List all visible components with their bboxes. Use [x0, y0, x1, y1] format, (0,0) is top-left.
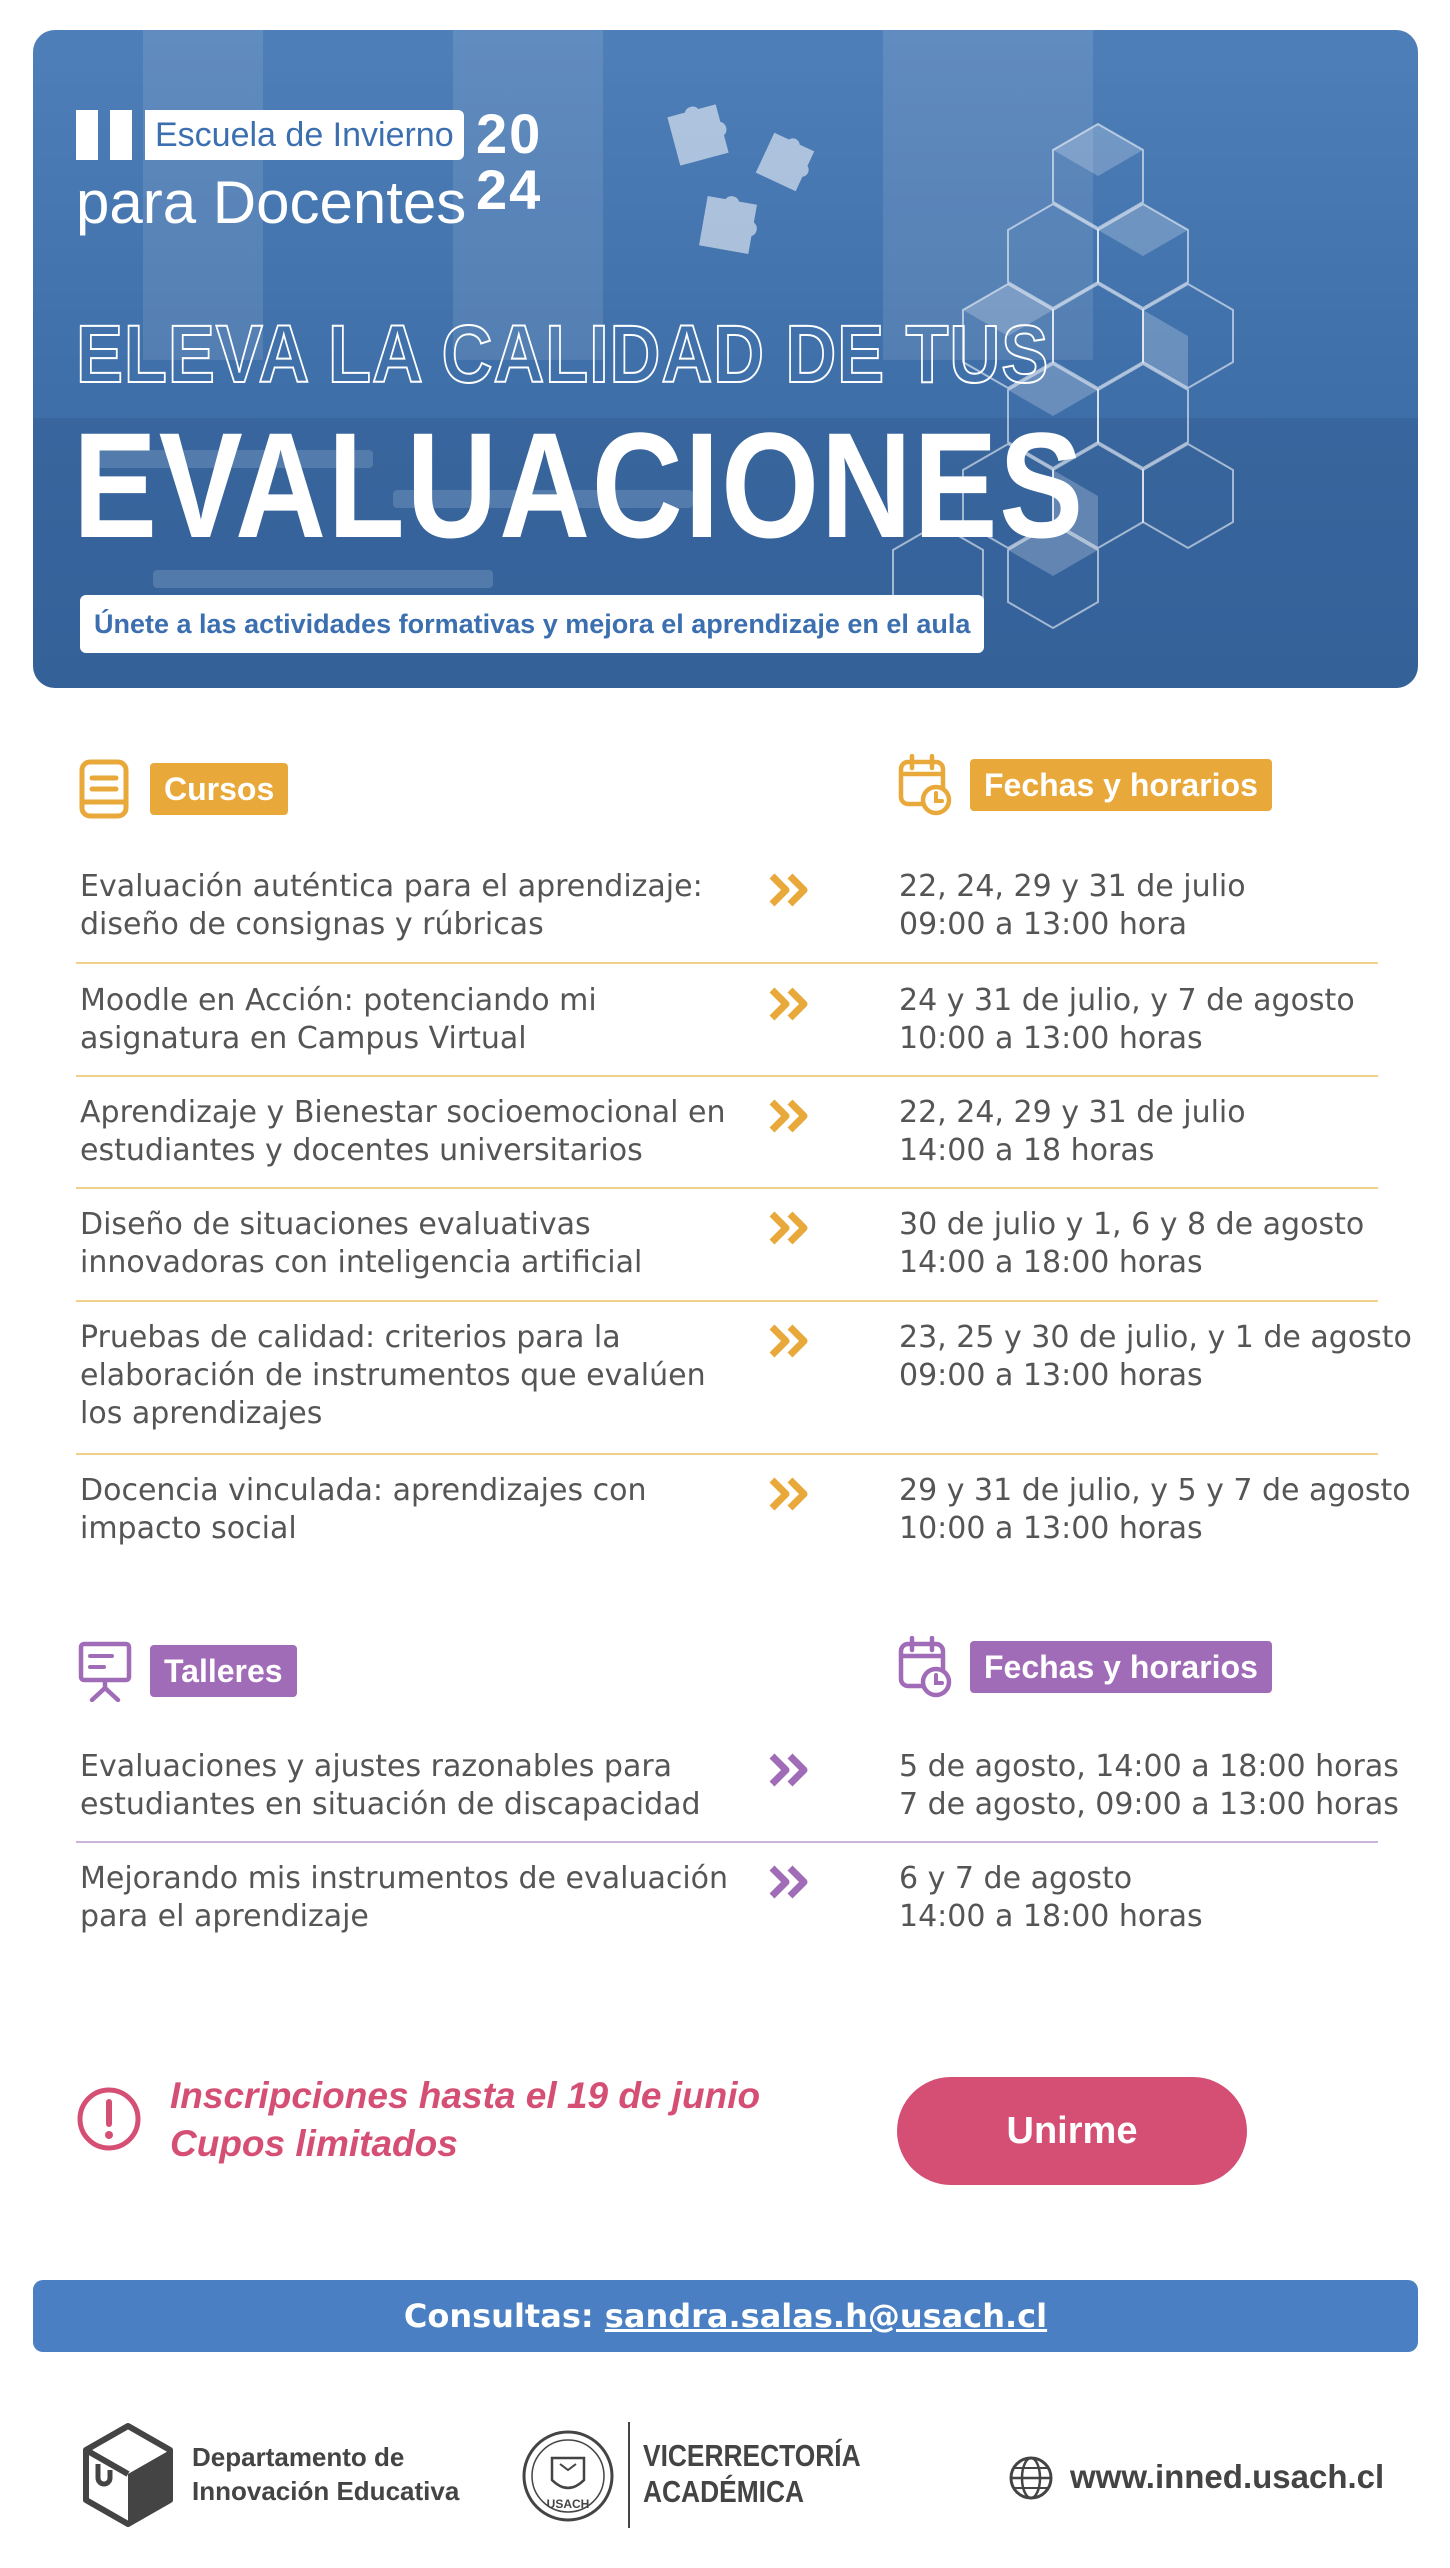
document-icon	[78, 758, 132, 820]
workshop-title: Mejorando mis instrumentos de evaluación para el aprendizaje	[80, 1861, 729, 1934]
usach-seal-logo	[520, 2428, 616, 2524]
courses-dates-label: Fechas y horarios	[970, 759, 1272, 811]
background-desk	[153, 570, 493, 588]
calendar-clock-icon	[898, 1636, 952, 1698]
double-chevron-icon	[768, 1323, 812, 1359]
double-chevron-icon	[768, 872, 812, 908]
workshops-dates-label: Fechas y horarios	[970, 1641, 1272, 1693]
registration-notice: Inscripciones hasta el 19 de junio Cupos limitados	[170, 2075, 761, 2164]
courses-label: Cursos	[150, 763, 288, 815]
course-title: Docencia vinculada: aprendizajes con impacto social	[80, 1473, 647, 1546]
courses-dates-header	[898, 754, 1272, 816]
vice-rectorate-name: VICERRECTORÍA ACADÉMICA	[643, 2438, 861, 2509]
divider	[76, 1841, 1378, 1843]
headline-main: EVALUACIONES	[73, 401, 1085, 569]
presentation-board-icon	[78, 1640, 132, 1702]
course-schedule: 29 y 31 de julio, y 5 y 7 de agosto 10:00 a 13:00 horas	[899, 1473, 1411, 1546]
headline-outline: ELEVA LA CALIDAD DE TUS	[76, 309, 1050, 400]
alert-icon	[76, 2086, 142, 2152]
globe-icon	[1008, 2455, 1054, 2501]
puzzle-pieces-icon	[663, 90, 833, 260]
workshop-schedule: 5 de agosto, 14:00 a 18:00 horas 7 de agosto, 09:00 a 13:00 horas	[899, 1749, 1399, 1822]
innovation-department-logo	[80, 2420, 176, 2530]
divider	[76, 962, 1378, 964]
brand-year: 20 24	[476, 102, 543, 221]
courses-header	[78, 758, 288, 820]
course-schedule: 24 y 31 de julio, y 7 de agosto 10:00 a 13:00 horas	[899, 983, 1355, 1056]
double-chevron-icon	[768, 1752, 812, 1788]
course-title: Aprendizaje y Bienestar socioemocional en estudiantes y docentes universitarios	[80, 1095, 726, 1168]
course-title: Diseño de situaciones evaluativas innovadoras con inteligencia artificial	[80, 1207, 643, 1280]
course-title: Pruebas de calidad: criterios para la elaboración de instrumentos que evalúen los aprendizajes	[80, 1320, 706, 1431]
divider	[76, 1453, 1378, 1455]
course-title: Moodle en Acción: potenciando mi asignatura en Campus Virtual	[80, 983, 597, 1056]
workshop-schedule: 6 y 7 de agosto 14:00 a 18:00 horas	[899, 1861, 1203, 1934]
join-button[interactable]: Unirme	[897, 2077, 1247, 2185]
brand-tag: Escuela de Invierno	[145, 110, 464, 160]
course-title: Evaluación auténtica para el aprendizaje: diseño de consignas y rúbricas	[80, 869, 703, 942]
svg-text:USACH: USACH	[546, 2497, 590, 2511]
workshops-label: Talleres	[150, 1645, 297, 1697]
course-schedule: 22, 24, 29 y 31 de julio 14:00 a 18 horas	[899, 1095, 1246, 1168]
contact-label: Consultas:	[403, 2297, 594, 2335]
department-name: Departamento de Innovación Educativa	[192, 2442, 460, 2506]
double-chevron-icon	[768, 1476, 812, 1512]
footer-divider	[628, 2422, 630, 2528]
course-schedule: 23, 25 y 30 de julio, y 1 de agosto 09:00 a 13:00 horas	[899, 1320, 1412, 1393]
workshops-header	[78, 1640, 297, 1702]
double-chevron-icon	[768, 1098, 812, 1134]
double-chevron-icon	[768, 1864, 812, 1900]
course-schedule: 30 de julio y 1, 6 y 8 de agosto 14:00 a 18:00 horas	[899, 1207, 1365, 1280]
brand-subtitle: para Docentes	[76, 169, 467, 236]
course-schedule: 22, 24, 29 y 31 de julio 09:00 a 13:00 hora	[899, 869, 1246, 942]
divider	[76, 1300, 1378, 1302]
hero-banner	[33, 30, 1418, 688]
workshop-title: Evaluaciones y ajustes razonables para estudiantes en situación de discapacidad	[80, 1749, 701, 1822]
workshops-dates-header	[898, 1636, 1272, 1698]
contact-bar	[33, 2280, 1418, 2352]
double-chevron-icon	[768, 1210, 812, 1246]
website-link[interactable]: www.inned.usach.cl	[1070, 2458, 1385, 2495]
calendar-clock-icon	[898, 754, 952, 816]
hero-subtitle: Únete a las actividades formativas y mejora el aprendizaje en el aula	[80, 595, 984, 653]
contact-email-link[interactable]: sandra.salas.h@usach.cl	[604, 2297, 1048, 2335]
divider	[76, 1075, 1378, 1077]
double-chevron-icon	[768, 986, 812, 1022]
divider	[76, 1187, 1378, 1189]
